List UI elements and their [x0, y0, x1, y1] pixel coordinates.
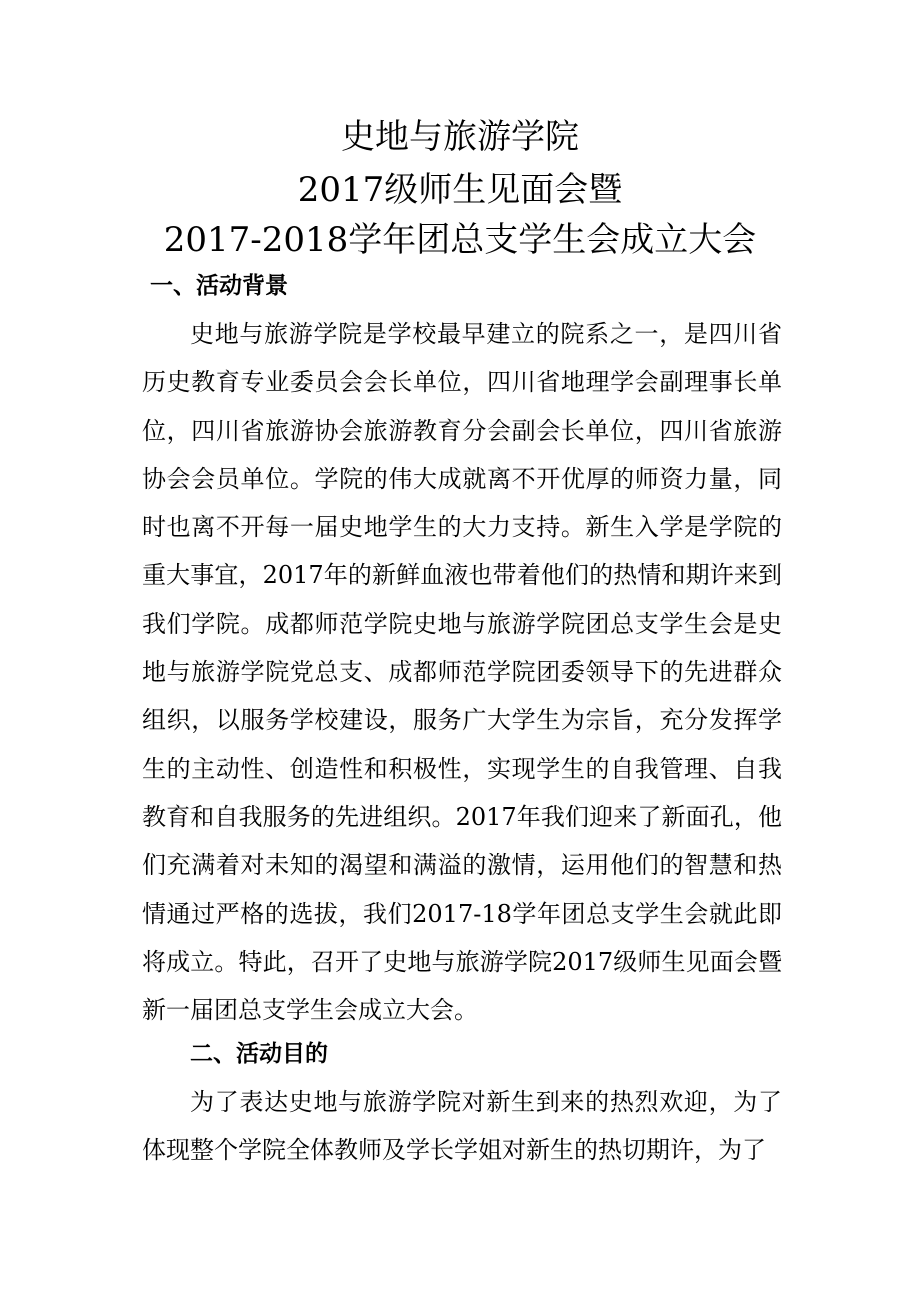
- title-line-college: 史地与旅游学院: [341, 117, 579, 157]
- title-line-conference: 2017-2018学年团总支学生会成立大会: [163, 220, 757, 260]
- section-paragraph-purpose: 为了表达史地与旅游学院对新生到来的热烈欢迎，为了体现整个学院全体教师及学长学姐对新生的热切期许，为了: [142, 1088, 782, 1165]
- title-line-meeting: 2017级师生见面会暨: [297, 170, 623, 210]
- section-heading-background: 一、活动背景: [150, 273, 288, 299]
- section-paragraph-background: 史地与旅游学院是学校最早建立的院系之一，是四川省历史教育专业委员会会长单位，四川省地理学会副理事长单位，四川省旅游协会旅游教育分会副会长单位，四川省旅游协会会员单位。学院的伟大成就离不开优厚的师资力量，同时也离不开每一届史地学生的大力支持。新生入学是学院的重大事宜，2017年的新鲜血液也带着他们的热情和期许来到我们学院。成都师范学院史地与旅游学院团总支学生会是史地与旅游学院党总支、成都师范学院团委领导下的先进群众组织，以服务学校建设，服务广大学生为宗旨，充分发挥学生的主动性、创造性和积极性，实现学生的自我管理、自我教育和自我服务的先进组织。2017年我们迎来了新面孔，他们充满着对未知的渴望和满溢的激情，运用他们的智慧和热情通过严格的选拔，我们2017-18学年团总支学生会就此即将成立。特此，召开了史地与旅游学院2017级师生见面会暨新一届团总支学生会成立大会。: [142, 320, 782, 1025]
- section-heading-purpose: 二、活动目的: [190, 1041, 328, 1067]
